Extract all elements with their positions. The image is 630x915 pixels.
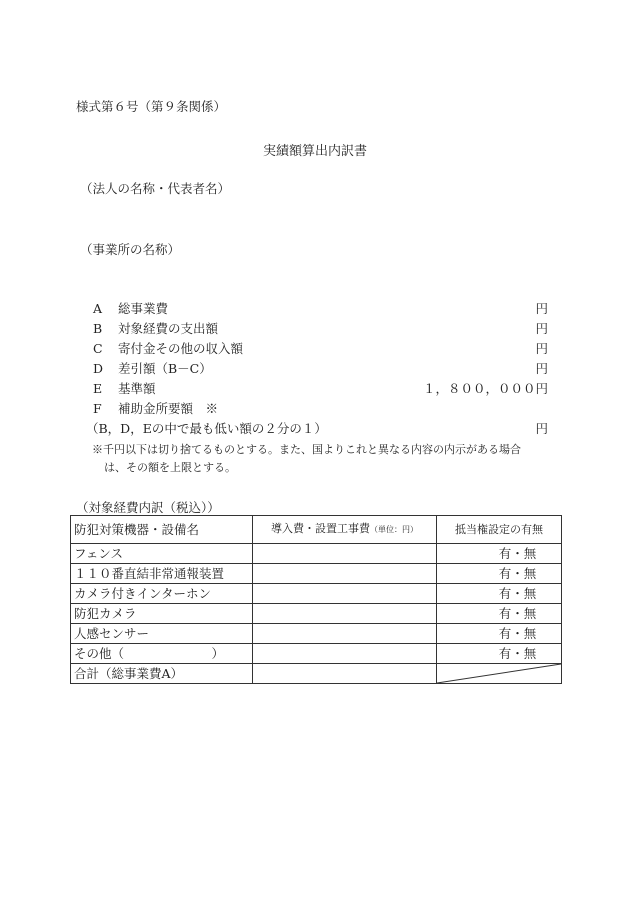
item-label: 補助金所要額 ※	[118, 401, 219, 416]
expense-table	[70, 515, 562, 684]
corporation-label: （法人の名称・代表者名）	[80, 181, 231, 196]
device-cell: 防犯カメラ	[71, 604, 253, 624]
table-row	[71, 624, 562, 644]
table-caption: （対象経費内訳（税込））	[76, 500, 220, 515]
item-amount: 円	[535, 301, 548, 316]
table-row	[71, 604, 562, 624]
device-cell: １１０番直結非常通報装置	[71, 564, 253, 584]
mortgage-cell[interactable]: 有・無	[437, 564, 562, 584]
item-letter: D	[93, 361, 104, 376]
item-amount: 円	[535, 341, 548, 356]
device-cell: その他（ ）	[71, 644, 253, 664]
total-row	[71, 664, 562, 684]
cost-cell[interactable]	[253, 644, 437, 664]
item-letter: F	[93, 401, 102, 416]
f-sub-label: （B，D，Eの中で最も低い額の２分の１）	[86, 421, 327, 436]
f-sub-amount: 円	[535, 421, 548, 436]
cost-cell[interactable]	[253, 624, 437, 644]
item-label: 差引額（B－C）	[118, 361, 212, 376]
item-label: 基準額	[118, 381, 156, 396]
header-cost-label: 導入費・設置工事費	[271, 522, 370, 535]
cost-cell[interactable]	[253, 604, 437, 624]
device-cell: 人感センサー	[71, 624, 253, 644]
header-device: 防犯対策機器・設備名	[71, 516, 253, 544]
office-label: （事業所の名称）	[80, 242, 181, 257]
total-cost-cell[interactable]	[253, 664, 437, 684]
mortgage-cell[interactable]: 有・無	[437, 544, 562, 564]
form-number: 様式第６号（第９条関係）	[76, 99, 227, 114]
item-letter: C	[93, 341, 103, 356]
item-label: 総事業費	[118, 301, 169, 316]
item-amount: 円	[535, 361, 548, 376]
item-label: 寄付金その他の収入額	[118, 341, 244, 356]
cost-cell[interactable]	[253, 584, 437, 604]
mortgage-cell[interactable]: 有・無	[437, 604, 562, 624]
item-letter: E	[93, 381, 103, 396]
header-cost	[253, 516, 437, 544]
item-label: 対象経費の支出額	[118, 321, 219, 336]
item-amount: 円	[535, 321, 548, 336]
total-label: 合計（総事業費A）	[71, 664, 253, 684]
device-cell: フェンス	[71, 544, 253, 564]
cost-cell[interactable]	[253, 564, 437, 584]
table-row	[71, 544, 562, 564]
device-cell: カメラ付きインターホン	[71, 584, 253, 604]
header-cost-unit: （単位：円）	[370, 525, 418, 534]
cost-cell[interactable]	[253, 544, 437, 564]
table-row	[71, 584, 562, 604]
note-line-2: は、その額を上限とする。	[104, 461, 236, 474]
item-amount: １，８００，０００円	[422, 381, 548, 396]
mortgage-cell[interactable]: 有・無	[437, 624, 562, 644]
item-letter: A	[93, 301, 103, 316]
table-header-row	[71, 516, 562, 544]
table-row	[71, 644, 562, 664]
total-mortgage-cell	[437, 664, 562, 684]
diagonal-line	[437, 664, 561, 683]
table-row	[71, 564, 562, 584]
header-mortgage: 抵当権設定の有無	[437, 516, 562, 544]
item-letter: B	[93, 321, 103, 336]
mortgage-cell[interactable]: 有・無	[437, 584, 562, 604]
document-title: 実績額算出内訳書	[262, 144, 367, 159]
mortgage-cell[interactable]: 有・無	[437, 644, 562, 664]
note-line-1: ※千円以下は切り捨てるものとする。また、国よりこれと異なる内容の内示がある場合	[92, 443, 521, 456]
